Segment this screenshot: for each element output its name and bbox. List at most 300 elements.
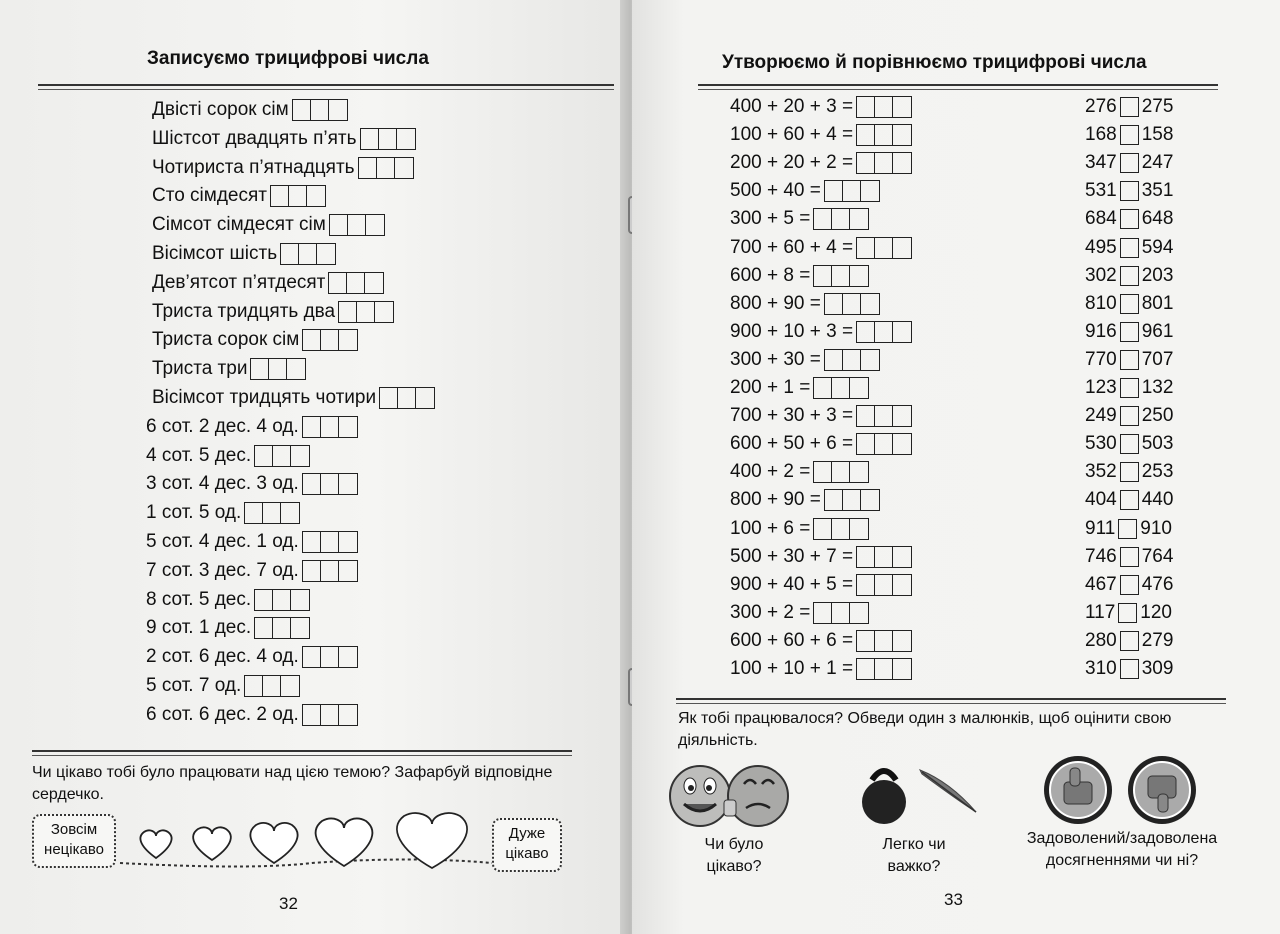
digit-boxes[interactable] (856, 96, 912, 118)
word-number-row (152, 155, 414, 181)
digit-boxes[interactable] (244, 502, 300, 524)
comparison-left-number: 168 (1085, 124, 1117, 146)
sum-row (730, 319, 912, 345)
word-number-label: 5 сот. 7 од. (146, 675, 242, 696)
sum-row (730, 122, 912, 148)
comparison-right-number: 476 (1141, 573, 1174, 595)
comparison-left-number: 347 (1085, 152, 1117, 174)
digit-box[interactable] (875, 153, 893, 173)
sum-row (730, 600, 869, 626)
digit-box[interactable] (857, 659, 875, 679)
comparison-right-number: 503 (1141, 433, 1174, 455)
digit-box[interactable] (273, 446, 291, 466)
digit-box[interactable] (321, 330, 339, 350)
digit-box[interactable] (843, 181, 861, 201)
digit-box[interactable] (875, 97, 893, 117)
word-number-label: Триста сорок сім (152, 329, 300, 351)
comparison-row (1085, 375, 1173, 401)
word-number-row (146, 414, 358, 440)
digit-boxes[interactable] (358, 157, 414, 179)
digit-box[interactable] (291, 618, 309, 638)
digit-box[interactable] (395, 158, 413, 178)
heart-icon-2[interactable] (193, 827, 231, 860)
sum-expression: 100 + 10 + 1 = (730, 658, 854, 679)
word-number-row (152, 126, 416, 152)
digit-box[interactable] (857, 547, 875, 567)
comparison-sign-box[interactable] (1120, 97, 1139, 117)
digit-boxes[interactable] (856, 405, 912, 427)
comparison-left-number: 911 (1085, 517, 1116, 539)
digit-box[interactable] (893, 97, 911, 117)
sum-expression: 500 + 40 = (730, 180, 821, 202)
comparison-right-number: 707 (1141, 348, 1174, 370)
kettlebell-feather-icon[interactable] (860, 762, 980, 828)
word-number-label: 8 сот. 5 дес. (146, 588, 252, 610)
digit-box[interactable] (281, 503, 299, 523)
digit-box[interactable] (857, 631, 875, 651)
digit-box[interactable] (832, 378, 850, 398)
digit-boxes[interactable] (856, 658, 912, 680)
digit-boxes[interactable] (302, 531, 358, 553)
sum-expression: 900 + 10 + 3 = (730, 320, 854, 342)
digit-boxes[interactable] (329, 214, 385, 236)
digit-box[interactable] (299, 244, 317, 264)
digit-box[interactable] (361, 129, 379, 149)
digit-box[interactable] (875, 238, 893, 258)
comparison-row (1085, 544, 1173, 570)
digit-box[interactable] (303, 705, 321, 725)
sum-row (730, 459, 869, 485)
digit-box[interactable] (307, 186, 325, 206)
thumbs-up-down-icon[interactable] (1040, 752, 1200, 826)
digit-box[interactable] (861, 350, 879, 370)
comparison-right-number: 132 (1141, 377, 1174, 398)
digit-box[interactable] (321, 647, 339, 667)
digit-box[interactable] (875, 434, 893, 454)
digit-box[interactable] (339, 330, 357, 350)
comparison-sign-box[interactable] (1120, 462, 1139, 482)
comparison-left-number: 280 (1085, 629, 1117, 651)
reflection-divider-thin (676, 703, 1226, 704)
digit-box[interactable] (850, 462, 868, 482)
comparison-row (1085, 206, 1173, 232)
digit-box[interactable] (365, 273, 383, 293)
sum-row (730, 431, 912, 457)
comparison-row (1085, 291, 1173, 317)
digit-box[interactable] (357, 302, 375, 322)
comparison-row (1085, 431, 1173, 457)
digit-box[interactable] (857, 575, 875, 595)
digit-boxes[interactable] (254, 617, 310, 639)
digit-box[interactable] (321, 474, 339, 494)
comparison-sign-box[interactable] (1120, 322, 1139, 342)
word-number-label: Триста тридцять два (152, 300, 336, 322)
digit-boxes[interactable] (270, 185, 326, 207)
reflection-divider (676, 698, 1226, 700)
digit-boxes[interactable] (813, 265, 869, 287)
digit-box[interactable] (850, 209, 868, 229)
digit-box[interactable] (893, 153, 911, 173)
scale-right-text: Дуже цікаво (505, 825, 549, 862)
smiley-faces-icon[interactable] (666, 756, 796, 832)
digit-box[interactable] (893, 575, 911, 595)
comparison-right-number: 279 (1141, 629, 1174, 651)
comparison-right-number: 158 (1141, 124, 1174, 146)
comparison-left-number: 302 (1085, 264, 1117, 286)
comparison-sign-box[interactable] (1120, 153, 1139, 173)
digit-box[interactable] (861, 490, 879, 510)
comparison-row (1085, 487, 1173, 513)
digit-box[interactable] (273, 590, 291, 610)
comparison-sign-box[interactable] (1120, 238, 1139, 258)
digit-box[interactable] (832, 462, 850, 482)
comparison-row (1085, 178, 1173, 204)
digit-boxes[interactable] (824, 349, 880, 371)
comparison-right-number: 961 (1141, 320, 1174, 342)
comparison-sign-box[interactable] (1120, 181, 1139, 201)
digit-boxes[interactable] (328, 272, 384, 294)
digit-box[interactable] (893, 238, 911, 258)
digit-box[interactable] (339, 532, 357, 552)
digit-box[interactable] (857, 238, 875, 258)
word-number-row (146, 443, 310, 469)
sum-row (730, 235, 912, 261)
digit-box[interactable] (893, 659, 911, 679)
section-divider-thin (32, 755, 572, 756)
digit-box[interactable] (814, 209, 832, 229)
digit-box[interactable] (375, 302, 393, 322)
digit-box[interactable] (843, 490, 861, 510)
sum-expression: 100 + 6 = (730, 517, 811, 539)
digit-boxes[interactable] (244, 675, 300, 697)
comparison-right-number: 910 (1140, 517, 1172, 539)
digit-box[interactable] (263, 503, 281, 523)
comparison-sign-box[interactable] (1120, 294, 1139, 314)
digit-box[interactable] (398, 388, 416, 408)
digit-box[interactable] (893, 434, 911, 454)
comparison-left-number: 310 (1085, 658, 1117, 679)
comparison-sign-box[interactable] (1120, 575, 1139, 595)
comparison-row (1085, 235, 1173, 261)
comparison-row (1085, 403, 1173, 429)
comparison-left-number: 684 (1085, 208, 1117, 230)
digit-boxes[interactable] (856, 630, 912, 652)
word-number-label: Сімсот сімдесят сім (152, 214, 326, 236)
digit-box[interactable] (281, 676, 299, 696)
digit-box[interactable] (321, 417, 339, 437)
digit-box[interactable] (329, 100, 347, 120)
digit-boxes[interactable] (856, 574, 912, 596)
sum-row (730, 375, 869, 401)
digit-box[interactable] (893, 547, 911, 567)
interest-question: Чи цікаво тобі було працювати над цією темою? Зафарбуй відповідне сердечко. (32, 764, 553, 803)
word-number-label: 5 сот. 4 дес. 1 од. (146, 531, 299, 552)
comparison-left-number: 467 (1085, 573, 1117, 595)
digit-box[interactable] (857, 406, 875, 426)
word-number-label: 1 сот. 5 од. (146, 502, 242, 524)
digit-box[interactable] (857, 322, 875, 342)
comparison-left-number: 249 (1085, 405, 1117, 427)
digit-box[interactable] (289, 186, 307, 206)
digit-box[interactable] (857, 97, 875, 117)
digit-box[interactable] (271, 186, 289, 206)
section-divider (32, 750, 572, 752)
digit-box[interactable] (251, 359, 269, 379)
digit-box[interactable] (861, 181, 879, 201)
digit-box[interactable] (291, 446, 309, 466)
sum-expression: 600 + 50 + 6 = (730, 433, 854, 455)
digit-box[interactable] (825, 294, 843, 314)
comparison-sign-box[interactable] (1120, 266, 1139, 286)
digit-boxes[interactable] (813, 208, 869, 230)
digit-boxes[interactable] (302, 416, 358, 438)
digit-box[interactable] (339, 302, 357, 322)
digit-box[interactable] (850, 603, 868, 623)
word-number-row (152, 241, 336, 267)
digit-box[interactable] (850, 519, 868, 539)
digit-boxes[interactable] (856, 152, 912, 174)
sum-expression: 300 + 30 = (730, 348, 821, 370)
digit-boxes[interactable] (254, 589, 310, 611)
digit-box[interactable] (416, 388, 434, 408)
left-page-title: Записуємо трицифрові числа (147, 48, 429, 69)
comparison-row (1085, 94, 1173, 120)
digit-box[interactable] (303, 474, 321, 494)
comparison-row (1085, 572, 1173, 598)
digit-box[interactable] (893, 125, 911, 145)
heart-icon-4[interactable] (316, 819, 373, 866)
comparison-right-number: 250 (1141, 405, 1174, 427)
digit-boxes[interactable] (856, 546, 912, 568)
word-number-row (146, 644, 358, 670)
digit-boxes[interactable] (824, 489, 880, 511)
digit-box[interactable] (317, 244, 335, 264)
sum-row (730, 94, 912, 120)
sum-row (730, 656, 912, 682)
digit-boxes[interactable] (856, 321, 912, 343)
digit-box[interactable] (814, 519, 832, 539)
digit-box[interactable] (347, 273, 365, 293)
heart-icon-1[interactable] (140, 830, 171, 858)
digit-box[interactable] (263, 676, 281, 696)
digit-boxes[interactable] (292, 99, 348, 121)
digit-box[interactable] (293, 100, 311, 120)
digit-boxes[interactable] (302, 560, 358, 582)
digit-box[interactable] (287, 359, 305, 379)
digit-box[interactable] (875, 631, 893, 651)
comparison-right-number: 801 (1141, 292, 1174, 314)
digit-boxes[interactable] (302, 329, 358, 351)
digit-box[interactable] (875, 322, 893, 342)
digit-box[interactable] (832, 266, 850, 286)
digit-box[interactable] (832, 209, 850, 229)
digit-boxes[interactable] (813, 461, 869, 483)
digit-boxes[interactable] (856, 237, 912, 259)
digit-box[interactable] (861, 294, 879, 314)
digit-box[interactable] (303, 532, 321, 552)
digit-box[interactable] (281, 244, 299, 264)
comparison-left-number: 916 (1085, 320, 1117, 342)
reflection-question: Як тобі працювалося? Обведи один з малюнків, щоб оцінити свою діяльність. (678, 710, 1172, 749)
comparison-right-number: 253 (1141, 461, 1174, 483)
digit-box[interactable] (380, 388, 398, 408)
heart-icon-3[interactable] (250, 823, 297, 863)
comparison-sign-box[interactable] (1120, 125, 1139, 145)
digit-box[interactable] (832, 603, 850, 623)
comparison-sign-box[interactable] (1120, 434, 1139, 454)
comparison-left-number: 810 (1085, 292, 1117, 314)
digit-box[interactable] (814, 462, 832, 482)
comparison-sign-box[interactable] (1118, 519, 1137, 539)
sum-expression: 200 + 20 + 2 = (730, 152, 854, 174)
comparison-sign-box[interactable] (1120, 547, 1139, 567)
word-number-row (152, 327, 358, 353)
digit-box[interactable] (843, 294, 861, 314)
digit-box[interactable] (339, 647, 357, 667)
digit-box[interactable] (397, 129, 415, 149)
digit-box[interactable] (825, 350, 843, 370)
word-number-row (152, 270, 384, 296)
sum-expression: 900 + 40 + 5 = (730, 573, 854, 595)
digit-box[interactable] (311, 100, 329, 120)
word-number-row (146, 615, 310, 641)
digit-boxes[interactable] (856, 433, 912, 455)
digit-box[interactable] (269, 359, 287, 379)
digit-boxes[interactable] (280, 243, 336, 265)
word-number-label: 7 сот. 3 дес. 7 од. (146, 559, 299, 581)
digit-boxes[interactable] (254, 445, 310, 467)
digit-box[interactable] (875, 125, 893, 145)
comparison-sign-box[interactable] (1120, 350, 1139, 370)
comparison-right-number: 351 (1141, 180, 1174, 202)
comparison-row (1085, 459, 1173, 485)
sum-row (730, 206, 869, 232)
digit-box[interactable] (875, 659, 893, 679)
sum-row (730, 487, 880, 513)
digit-box[interactable] (330, 215, 348, 235)
digit-box[interactable] (875, 575, 893, 595)
digit-box[interactable] (303, 417, 321, 437)
comparison-sign-box[interactable] (1120, 406, 1139, 426)
digit-box[interactable] (893, 631, 911, 651)
digit-box[interactable] (321, 561, 339, 581)
digit-boxes[interactable] (824, 180, 880, 202)
digit-box[interactable] (245, 676, 263, 696)
digit-box[interactable] (255, 590, 273, 610)
digit-boxes[interactable] (250, 358, 306, 380)
sum-expression: 500 + 30 + 7 = (730, 545, 854, 567)
digit-box[interactable] (893, 322, 911, 342)
digit-box[interactable] (303, 561, 321, 581)
word-number-row (152, 97, 348, 123)
digit-box[interactable] (850, 266, 868, 286)
sum-expression: 800 + 90 = (730, 292, 821, 314)
digit-box[interactable] (814, 603, 832, 623)
comparison-sign-box[interactable] (1120, 209, 1139, 229)
title-divider-thin (38, 89, 614, 90)
digit-box[interactable] (329, 273, 347, 293)
word-number-row (146, 702, 358, 728)
digit-box[interactable] (857, 153, 875, 173)
comparison-sign-box[interactable] (1120, 490, 1139, 510)
digit-box[interactable] (850, 378, 868, 398)
word-number-label: 3 сот. 4 дес. 3 од. (146, 473, 299, 495)
digit-box[interactable] (857, 434, 875, 454)
digit-box[interactable] (255, 446, 273, 466)
digit-box[interactable] (843, 350, 861, 370)
digit-box[interactable] (339, 417, 357, 437)
digit-boxes[interactable] (824, 293, 880, 315)
comparison-sign-box[interactable] (1118, 603, 1137, 623)
word-number-row (146, 558, 358, 584)
digit-box[interactable] (379, 129, 397, 149)
digit-boxes[interactable] (302, 704, 358, 726)
digit-box[interactable] (875, 406, 893, 426)
digit-box[interactable] (366, 215, 384, 235)
comparison-sign-box[interactable] (1120, 631, 1139, 651)
comparison-right-number: 440 (1141, 489, 1174, 511)
right-title-divider (698, 84, 1218, 86)
digit-box[interactable] (832, 519, 850, 539)
digit-boxes[interactable] (302, 646, 358, 668)
digit-box[interactable] (359, 158, 377, 178)
digit-box[interactable] (291, 590, 309, 610)
digit-box[interactable] (273, 618, 291, 638)
digit-boxes[interactable] (360, 128, 416, 150)
sum-row (730, 516, 869, 542)
digit-boxes[interactable] (813, 377, 869, 399)
sum-expression: 200 + 1 = (730, 377, 811, 398)
digit-box[interactable] (255, 618, 273, 638)
word-number-label: Шістсот двадцять п’ять (152, 127, 357, 149)
digit-box[interactable] (339, 474, 357, 494)
digit-box[interactable] (377, 158, 395, 178)
comparison-left-number: 495 (1085, 236, 1117, 258)
digit-box[interactable] (245, 503, 263, 523)
digit-box[interactable] (339, 705, 357, 725)
digit-box[interactable] (339, 561, 357, 581)
digit-box[interactable] (857, 125, 875, 145)
digit-box[interactable] (321, 705, 339, 725)
comparison-row (1085, 263, 1173, 289)
digit-box[interactable] (321, 532, 339, 552)
comparison-sign-box[interactable] (1120, 659, 1139, 679)
word-number-label: Вісімсот тридцять чотири (152, 387, 377, 408)
digit-boxes[interactable] (856, 124, 912, 146)
left-page (0, 0, 628, 934)
digit-box[interactable] (825, 181, 843, 201)
digit-box[interactable] (893, 406, 911, 426)
sum-expression: 600 + 8 = (730, 264, 811, 286)
digit-box[interactable] (303, 647, 321, 667)
digit-box[interactable] (825, 490, 843, 510)
comparison-sign-box[interactable] (1120, 378, 1139, 398)
digit-boxes[interactable] (379, 387, 435, 409)
sum-expression: 700 + 60 + 4 = (730, 236, 854, 258)
digit-boxes[interactable] (813, 602, 869, 624)
comparison-right-number: 275 (1141, 96, 1174, 117)
digit-boxes[interactable] (302, 473, 358, 495)
digit-box[interactable] (303, 330, 321, 350)
digit-boxes[interactable] (813, 518, 869, 540)
sum-expression: 300 + 2 = (730, 601, 811, 623)
word-number-label: Вісімсот шість (152, 243, 278, 264)
digit-box[interactable] (348, 215, 366, 235)
digit-box[interactable] (814, 266, 832, 286)
digit-box[interactable] (814, 378, 832, 398)
digit-boxes[interactable] (338, 301, 394, 323)
digit-box[interactable] (875, 547, 893, 567)
